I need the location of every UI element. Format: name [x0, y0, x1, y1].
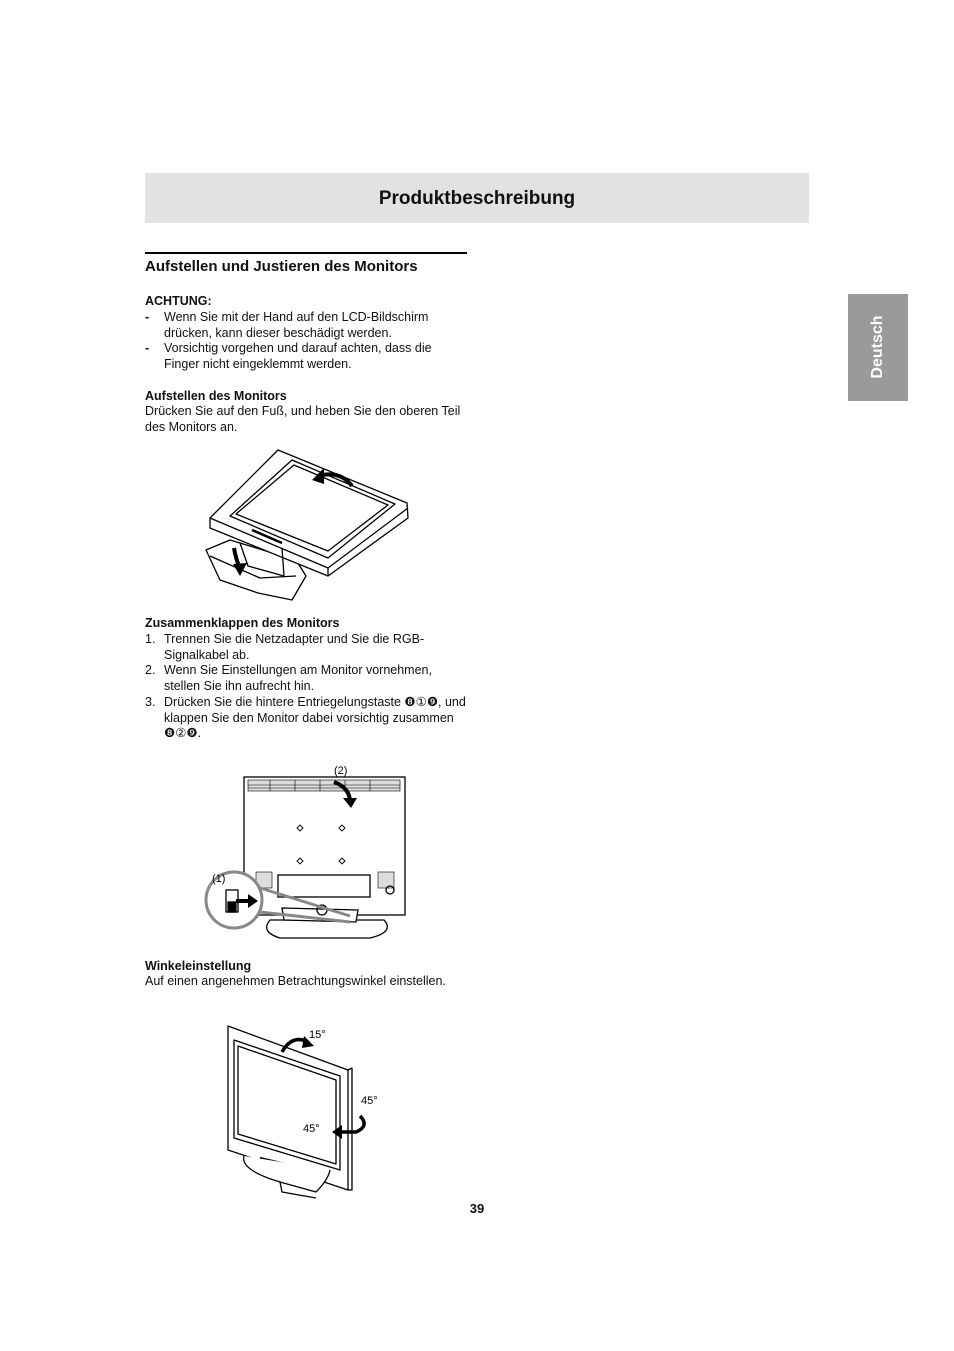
monitor-angle-illustration [220, 1020, 390, 1198]
setup-heading: Aufstellen des Monitors [145, 389, 287, 403]
language-tab [848, 294, 908, 401]
angle-heading: Winkeleinstellung [145, 959, 252, 973]
caution-item-text: Vorsichtig vorgehen und darauf achten, dass die Finger nicht eingeklemmt werden. [164, 341, 432, 371]
label-step1: (1) [212, 873, 226, 885]
label-step2: (2) [334, 765, 348, 777]
fold-step [145, 663, 467, 694]
monitor-fold-illustration [200, 760, 415, 945]
caution-heading: ACHTUNG: [145, 294, 212, 308]
fold-step [145, 695, 467, 742]
label-swivel-right: 45° [361, 1095, 378, 1107]
page-number: 39 [469, 1201, 485, 1216]
step-number: 1. [145, 632, 156, 646]
bullet-marker: - [145, 310, 150, 324]
page-title: Produktbeschreibung [378, 188, 576, 209]
bullet-marker: - [145, 341, 150, 355]
caution-item [145, 341, 467, 372]
setup-text: Drücken Sie auf den Fuß, und heben Sie den oberen Teil des Monitors an. [145, 404, 461, 434]
caution-item-text: Wenn Sie mit der Hand auf den LCD-Bildschirm drücken, kann dieser beschädigt werden. [164, 310, 429, 340]
section-rule [145, 252, 467, 254]
label-swivel-left: 45° [303, 1123, 320, 1135]
header-bar [145, 173, 809, 223]
label-tilt-angle: 15° [309, 1029, 326, 1041]
step-number: 3. [145, 695, 156, 709]
step-number: 2. [145, 663, 156, 677]
step-text: Wenn Sie Einstellungen am Monitor vornehmen, stellen Sie ihn aufrecht hin. [164, 663, 432, 693]
language-tab-label: Deutsch [869, 315, 886, 379]
monitor-raise-illustration [200, 448, 420, 608]
fold-step [145, 632, 467, 663]
step-text: Drücken Sie die hintere Entriegelungstaste ❽①❾, und klappen Sie den Monitor dabei vorsichtig zusammen ❽②❾. [164, 695, 466, 741]
angle-text: Auf einen angenehmen Betrachtungswinkel einstellen. [145, 974, 446, 988]
fold-heading: Zusammenklappen des Monitors [145, 616, 340, 630]
caution-item [145, 310, 467, 341]
step-text: Trennen Sie die Netzadapter und Sie die RGB-Signalkabel ab. [164, 632, 425, 662]
section-title: Aufstellen und Justieren des Monitors [145, 258, 418, 275]
